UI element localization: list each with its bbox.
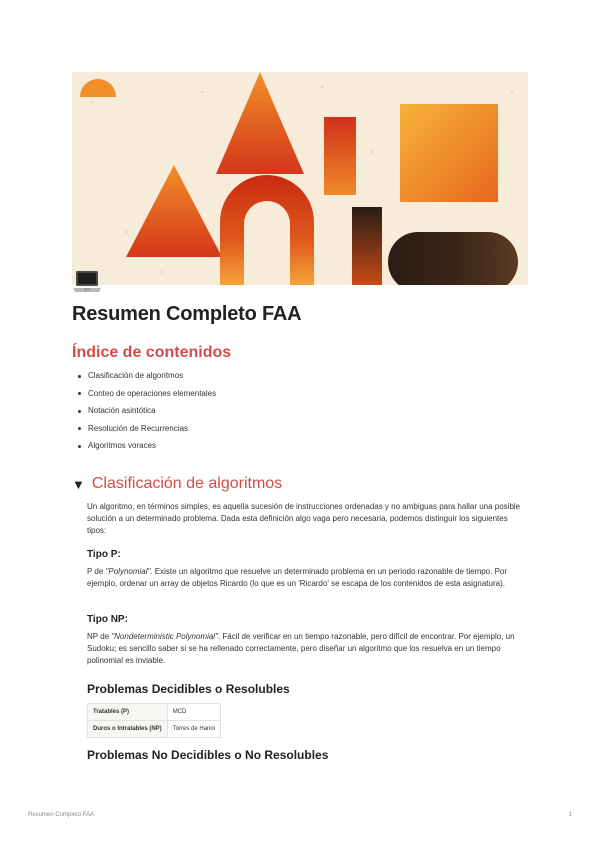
table-row	[88, 704, 221, 721]
decidibles-table	[87, 703, 221, 738]
toc-item-clasificacion[interactable]: Clasificación de algoritmos	[72, 367, 216, 385]
triangle-down-icon[interactable]: ▼	[72, 476, 85, 492]
cover-image	[72, 72, 528, 285]
footer-doc-title: Resumen Completo FAA	[28, 812, 95, 818]
footer-page-number: 1	[568, 812, 572, 818]
section-toggle[interactable]	[72, 475, 282, 493]
tipo-p-text: P de "Polynomial". Existe un algoritmo que resuelve un determinado problema en un periodo razonable de tiempo. Por ejemplo, ordenar un array de objetos Ricardo (lo que es un 'Ricardo' se escapa de los contenidos de esta asignatura).	[87, 567, 508, 589]
toc-item-notacion[interactable]: Notación asintótica	[72, 402, 216, 420]
toc-item-conteo[interactable]: Conteo de operaciones elementales	[72, 385, 216, 403]
table-row	[88, 721, 221, 738]
table-cell-value: Torres de Hanoi	[167, 721, 220, 738]
no-decidibles-heading: Problemas No Decidibles o No Resolubles	[87, 748, 329, 762]
table-of-contents	[72, 367, 216, 455]
table-cell-label: Tratables (P)	[88, 704, 168, 721]
toc-item-recurrencias[interactable]: Resolución de Recurrencias	[72, 420, 216, 438]
page-title: Resumen Completo FAA	[72, 303, 302, 325]
section-intro: Un algoritmo, en términos simples, es aquella sucesión de instrucciones ordenadas y no ambiguas para hallar una posible solución a un determinado problema. Dada esta definición algo vaga pero necesaria, podemos distinguir los siguientes tipos:	[87, 502, 521, 536]
table-cell-label: Duros o Intratables (NP)	[88, 721, 168, 738]
decidibles-heading: Problemas Decidibles o Resolubles	[87, 682, 290, 696]
section-heading: Clasificación de algoritmos	[91, 475, 283, 492]
tipo-p-heading: Tipo P:	[87, 549, 121, 560]
toc-item-voraces[interactable]: Algoritmos voraces	[72, 437, 216, 455]
index-heading: Índice de contenidos	[72, 344, 232, 361]
laptop-icon	[72, 268, 102, 298]
tipo-np-heading: Tipo NP:	[87, 614, 128, 625]
table-cell-value: MCD	[167, 704, 220, 721]
tipo-np-text: NP de "Nondeterministic Polynomial". Fácil de verificar en un tiempo razonable, pero difícil de encontrar. Por ejemplo, un Sudoku; es sencillo saber si se ha rellenado correctamente, pero diseñar un algoritmo que los resuelva en un tiempo polinomial es inviable.	[87, 632, 515, 666]
